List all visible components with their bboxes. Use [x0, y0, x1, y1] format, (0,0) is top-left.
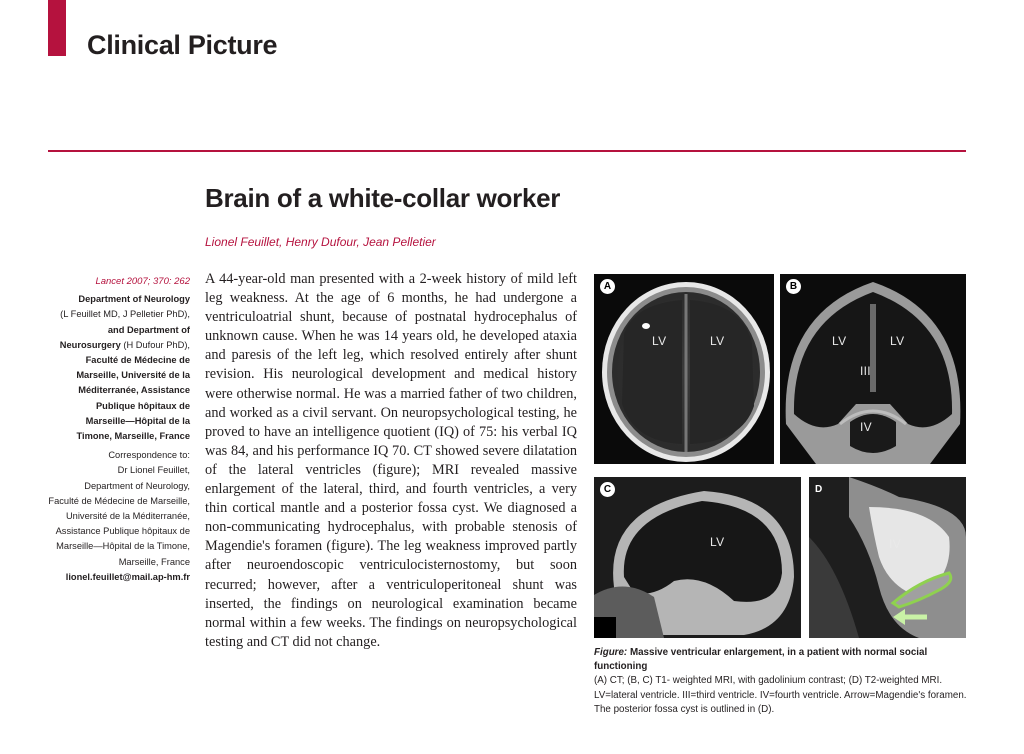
- affiliation-line: Timone, Marseille, France: [76, 431, 190, 442]
- affiliation-line: Department of Neurology: [78, 294, 190, 305]
- affiliation-line: Faculté de Médecine de: [85, 355, 190, 366]
- correspondence-line: Department of Neurology,: [84, 480, 190, 491]
- figure-panel-c: [594, 477, 801, 638]
- correspondence-line: Assistance Publique hôpitaux de: [55, 526, 190, 537]
- panel-d-region-label: IV: [889, 537, 901, 551]
- correspondence-line: Correspondence to:: [108, 450, 190, 461]
- panel-b-region-label: IV: [860, 420, 872, 434]
- citation: Lancet 2007; 370: 262: [95, 276, 190, 287]
- panel-d-label: D: [815, 484, 823, 495]
- section-label: Clinical Picture: [87, 30, 278, 60]
- correspondence-line: Faculté de Médecine de Marseille,: [48, 495, 190, 506]
- correspondence-line: Dr Lionel Feuillet,: [117, 465, 190, 476]
- sidebar-affiliations: [40, 274, 190, 585]
- affiliation-line: Publique hôpitaux de: [95, 400, 190, 411]
- correspondence-line: Marseille—Hôpital de la Timone,: [56, 541, 190, 552]
- caption-prefix: Figure:: [594, 647, 628, 658]
- correspondence-line: Université de la Méditerranée,: [65, 511, 190, 522]
- panel-b-label: B: [786, 279, 801, 294]
- article-body: A 44-year-old man presented with a 2-week history of mild left leg weakness. At the age of 6 months, he had undergone a ventriculoatrial shunt, because of postnatal hydrocephalus of unknown cause. When he was 14 years old, he developed ataxia and paresis of the left leg, which resolved entirely after shunt revision. His neurological development and medical history were otherwise normal. He was a married father of two children, and worked as a civil servant. On neuropsychological testing, he proved to have an intelligence quotient (IQ) of 75: his verbal IQ was 84, and his performance IQ 70. CT showed severe dilatation of the lateral ventricles (figure); MRI revealed massive enlargement of the lateral, third, and fourth ventricles, a very thin cortical mantle and a posterior fossa cyst. We diagnosed a non-communicating hydrocephalus, with probable stenosis of Magendie's foramen (figure). The leg weakness improved partly after neuroendoscopic ventriculocisternostomy, but soon recurred; however, after a ventriculoperitoneal shunt was inserted, the findings on neurological examination became normal within a few weeks. The findings on neuropsychological testing and CT did not change.: [205, 271, 577, 650]
- correspondence-email[interactable]: lionel.feuillet@mail.ap-hm.fr: [65, 571, 190, 582]
- affiliation-block: [40, 292, 190, 444]
- affiliation-line: Marseille, Université de la: [76, 370, 190, 381]
- panel-c-region-label: LV: [710, 535, 725, 549]
- affiliation-line: Méditerranée, Assistance: [78, 385, 190, 396]
- figure-panel-d: [809, 477, 966, 638]
- panel-c-label: C: [600, 482, 615, 497]
- caption-title: Massive ventricular enlargement, in a patient with normal social functioning: [594, 647, 928, 673]
- correspondence-block: [40, 448, 190, 570]
- affiliation-line: Marseille—Hôpital de la: [85, 415, 190, 426]
- figure-panel-a: [594, 274, 774, 464]
- article-authors: Lionel Feuillet, Henry Dufour, Jean Pelletier: [205, 235, 436, 249]
- panel-a-region-label: LV: [652, 334, 667, 348]
- panel-b-region-label: LV: [890, 334, 905, 348]
- figure-caption: [594, 646, 970, 717]
- header-rule: [48, 150, 966, 152]
- caption-text: (A) CT; (B, C) T1- weighted MRI, with gadolinium contrast; (D) T2-weighted MRI. LV=lateral ventricle. III=third ventricle. IV=fourth ventricle. Arrow=Magendie's foramen. The posterior fossa cyst is outlined in (D).: [594, 675, 967, 715]
- correspondence-line: Marseille, France: [118, 556, 190, 567]
- figure-panel-b: [780, 274, 966, 464]
- panel-b-region-label: III: [860, 364, 871, 378]
- affiliation-line: and Department of: [107, 324, 190, 335]
- panel-b-region-label: LV: [832, 334, 847, 348]
- panel-a-label: A: [600, 279, 615, 294]
- affiliation-line: (L Feuillet MD, J Pelletier PhD),: [60, 309, 190, 320]
- affiliation-line: Neurosurgery (H Dufour PhD),: [59, 339, 190, 350]
- panel-a-region-label: LV: [710, 334, 725, 348]
- article-title: Brain of a white-collar worker: [205, 183, 561, 213]
- figure: [594, 274, 966, 638]
- section-accent-bar: [48, 0, 66, 56]
